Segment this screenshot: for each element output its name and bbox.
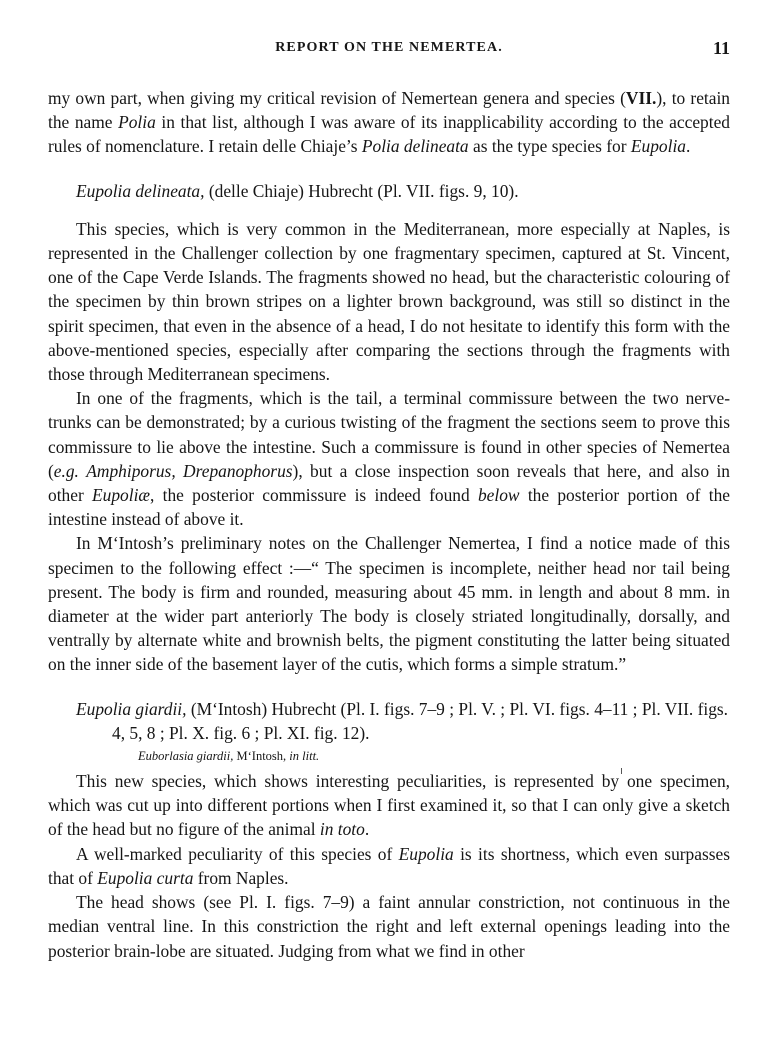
genus-names: Amphiporus, Drepanophorus [86, 460, 293, 481]
emphasis: below [477, 485, 520, 506]
paragraph [48, 386, 730, 531]
text-run: is its shortness, which even surpasses that of [48, 843, 730, 888]
heading-text: (M‘Intosh) Hubrecht (Pl. I. figs. 7–9 ; Pl. V. ; Pl. VI. figs. 4–11 ; Pl. VII. figs. 4, 5, 8 ; Pl. X. fig. 6 ; Pl. XI. fig. 12). [112, 698, 729, 743]
page-number: 11 [712, 38, 730, 58]
text-run: . [685, 136, 691, 157]
synonym-author: M‘Intosh, [233, 749, 290, 764]
genus-name: Polia [118, 112, 156, 133]
genus-name: Eupolia [398, 843, 454, 864]
heading-text: (delle Chiaje) Hubrecht (Pl. VII. figs. 9, 10). [204, 180, 519, 201]
text-run: , the posterior commissure is indeed found [150, 485, 478, 506]
paragraph: This species, which is very common in the Mediterranean, more especially at Naples, is represented in the Challenger collection by one fragmentary specimen, captured at St. Vincent, one of the Cape Verde Islands. The fragments showed no head, but the characteristic colouring of the specimen by thin brown stripes on a lighter brown background, was still so distinct in the spirit specimen, that even in the absence of a head, I do not hesitate to identify this form with the above-mentioned species, especially after comparing the sections through the fragments with those through Mediterranean specimens. [48, 218, 730, 385]
paragraph [48, 769, 730, 842]
italic-abbrev: e.g. [53, 460, 79, 481]
synonym-line [138, 747, 730, 765]
species-heading-delineata [48, 179, 730, 203]
spacer [48, 203, 730, 217]
page-body [48, 86, 730, 963]
paragraph [48, 842, 730, 890]
page-header [48, 40, 730, 64]
species-name: Polia delineata [361, 136, 469, 157]
text-run: A well-marked peculiarity of this species of [76, 843, 399, 864]
genus-name: Eupoliæ [92, 485, 151, 506]
text-run: the posterior portion of the intestine instead of above it. [48, 485, 730, 530]
spacer [48, 677, 730, 697]
species-heading-giardii [48, 697, 730, 745]
synonym-name: Euborlasia giardii, [138, 749, 234, 764]
text-run: This new species, which shows interesting peculiarities, is represented by one specimen, which was cut up into different portions when I first examined it, so that I can only give a sketch of the head but no figure of the animal [48, 771, 730, 840]
roman-reference: VII. [625, 88, 657, 108]
text-run: ), to retain the name [48, 88, 730, 133]
synonym-note: in litt. [289, 749, 320, 764]
intro-paragraph [48, 86, 730, 159]
text-run: ), but a close inspection soon reveals that here, and also in other [48, 460, 730, 506]
text-run: . [364, 819, 370, 840]
emphasis: in toto [319, 819, 365, 840]
spacer [48, 159, 730, 179]
text-run: my own part, when giving my critical revision of Nemertean genera and species ( [48, 88, 626, 108]
running-title: REPORT ON THE NEMERTEA. [275, 40, 503, 55]
text-run: In one of the fragments, which is the tail, a terminal commissure between the two nerve-trunks can be demonstrated; by a curious twisting of the fragment the sections seem to prove this commissure to lie above the intestine. Such a commissure is found in other species of Nemertea ( [48, 388, 730, 481]
text-run: from Naples. [193, 867, 289, 888]
species-name: Eupolia delineata, [76, 180, 205, 201]
species-name: Eupolia giardii, [76, 698, 187, 719]
text-run: as the type species for [468, 136, 631, 157]
paragraph: The head shows (see Pl. I. figs. 7–9) a faint annular constriction, not continuous in the median ventral line. In this constriction the right and left external openings leading into the posterior brain-lobe are situated. Judging from what we find in other [48, 892, 730, 961]
text-run: in that list, although I was aware of its inapplicability according to the accepted rules of nomenclature. I retain delle Chiaje’s [48, 112, 730, 157]
genus-name: Eupolia [630, 136, 686, 157]
paragraph: In M‘Intosh’s preliminary notes on the Challenger Nemertea, I find a notice made of this specimen to the following effect :—“ The specimen is incomplete, neither head nor tail being present. The body is firm and rounded, measuring about 45 mm. in length and about 8 mm. in diameter at the wider part anteriorly The body is closely striated longitudinally, dorsally, and ventrally by alternate white and brownish belts, the pigment constituting the latter being situated on the inner side of the basement layer of the cutis, which forms a simple stratum.” [48, 533, 730, 675]
species-name: Eupolia curta [97, 867, 194, 888]
